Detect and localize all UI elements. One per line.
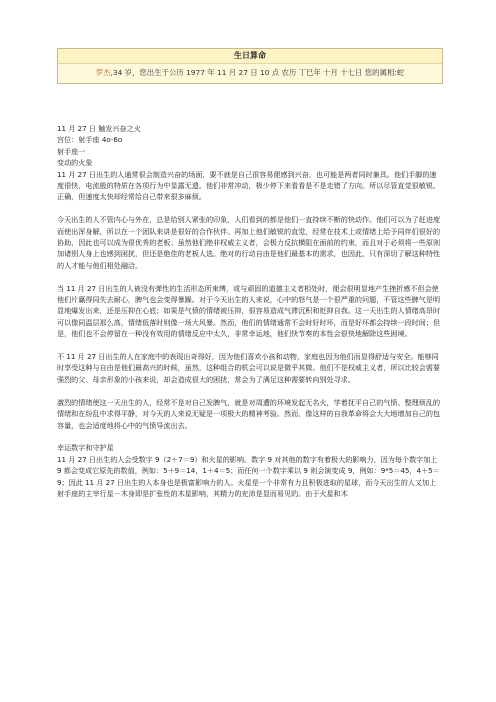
paragraph-3: 不 11 月 27 日出生的人在家庭中的表现出奇得好，因为他们喜欢小孩和动物，家庭也因为他们而显得舒适与安全。能够同时享受这种与自由是他们最高兴的时候，虽然，这种组合的机会可以说是微乎其微。他们不是权威主义者，所以比较会需要强烈的父、母亲形象的小孩来说，却会造成很大的困扰，常会为了满足这种需要转向别处寻求。 bbox=[57, 352, 441, 384]
article-body bbox=[57, 123, 443, 499]
section-heading-lucky-numbers: 幸运数字和守护星 bbox=[57, 443, 114, 453]
person-name: 罗杰 bbox=[95, 68, 111, 77]
element-type: 变动的火象 bbox=[57, 158, 93, 168]
paragraph-2: 当 11 月 27 日出生的人被没有弹性的生活形态所束缚，或与顽固的道德主义者相处时，便会很明显地产生挫折感不但会使他们片赢得同失去耐心，脾气也会变得暴躁。对于今天出生的人来说，心中的怒气是一个很严重的问题，不管这些脾气是明显地爆发出来，还是压抑在心底；如果是气愤的情绪被压抑，很容易造成气滞沉积和贬抑自我。这一天出生的人情绪高昂时可以像同温层那么高，情绪低落时则像一场大风暴。然而，他们的情绪通常不会时好时坏，而是好坏都会持续一段时间；但是，他们也不会停留在一种没有效用的情绪反应中太久，非常幸运地，他们快节奏的本性会很快地解除这些困境。 bbox=[57, 283, 441, 339]
header-title: 生日算命 bbox=[58, 49, 442, 64]
birth-info: ,34 岁，您出生于公历 1977 年 11 月 27 日 10 点 农历 丁巳年 十月 十七日 您的属相:蛇 bbox=[110, 68, 405, 77]
paragraph-5: 11 月 27 日出生的人会受数字 9（2＋7＝9）和火星的影响。数字 9 对其他的数字有着极大的影响力，因为每个数字加上 9 都会变成它原先的数值，例如：5＋9＝14，1＋4＝5；而任何一个数字乘以 9 则会演变成 9，例如：9*5＝45，4＋5＝9；因此 11 月 27 日出生的人本身也是极富影响力的人。火星是一个非常有力且积极进取的星球，而今天出生的人又加上射手座的主宰行星－木身即是扩张性的木星影响，其精力的充沛是显而易见的。由于火星和木 bbox=[57, 454, 440, 498]
header-info bbox=[58, 64, 442, 83]
fortune-header-box bbox=[57, 48, 443, 84]
zodiac-position: 宫位：射手座 4o-6o bbox=[57, 135, 123, 145]
intro-paragraph: 11 月 27 日出生的人通常很会制造兴奋的场面，要不就是自己很容易便感到兴奋，也可能是两者同时兼具。他们手脚的速度很快，电流般的特质在各项行为中显露无遗。他们非常冲动，极少停下来看看是不是走错了方向。所以尽管直觉很敏锐、正确，但速度太快却经常给自己带来很多麻烦。 bbox=[57, 169, 441, 202]
zodiac-sign: 射手座一 bbox=[57, 146, 86, 156]
paragraph-4: 激烈的情绪使这一天出生的人，经常不是对自己发脾气，就是对周遭的环境发起无名火，学着抚平自己的气愤、整理烦乱的情绪和在纷乱中求得平静，对今天的人来说无疑是一项极大的精神考验。然而，像这样的自我革命将会大大地增加自己的包容量，也会适度地将心中的气愤导流出去。 bbox=[57, 397, 441, 430]
subtitle: 11 月 27 日 触发兴奋之火 bbox=[57, 124, 141, 133]
paragraph-1: 今天出生的人不管内心与外在，总是给别人紧张的印象，人们看到的都是他们一直持续不断的快动作。他们可以为了赶进度而使出浑身解，所以在一个团队来讲是很好的合作伙伴。再加上他们敏锐的直觉，经常在技术上或情绪上给予同伴们很好的协助，因此也可以成为很优秀的老板；虽然他们绝非权威主义者，会极力反抗横阻在面前的约束，而且对于必须将一些原则加诸别人身上也感到困扰，但还是绝佳的老板人选。绝对的行动自由是他们最基本的需求，也因此，只有深切了解这种特性的人才能与他们相处融洽。 bbox=[57, 215, 441, 270]
